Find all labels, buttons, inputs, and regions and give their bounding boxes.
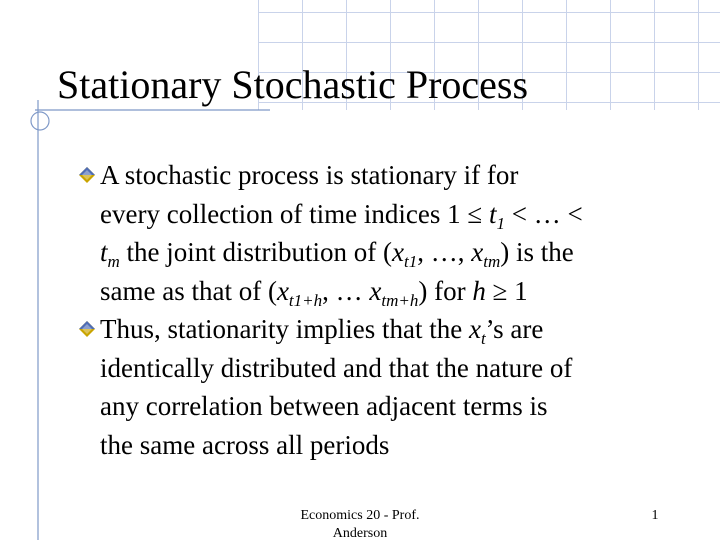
bullet-line: Thus, stationarity implies that the $x_t’s$ are (100, 314, 544, 348)
accent-circle (31, 112, 49, 130)
bullet-line: any correlation between adjacent terms is (100, 391, 548, 421)
bullet-line: every collection of time indices $1 \le t_1$ < … < (100, 198, 583, 233)
diamond-bullet-icon (78, 166, 96, 184)
footer-text: Economics 20 - Prof. Anderson (300, 508, 420, 541)
slide-title: Stationary Stochastic Process (57, 62, 529, 107)
slide-body (78, 156, 688, 464)
diamond-bullet-icon (78, 320, 96, 338)
page-number: 1 (651, 508, 659, 523)
bullet-line: same as that of ($x_{t1+h}$, … $x_{tm+h}$) for h ≥ 1 (100, 275, 528, 310)
bullet-item-2 (78, 310, 688, 464)
bullet-line: the same across all periods (100, 429, 390, 460)
bullet-text-2 (100, 310, 688, 464)
bullet-item-1 (78, 156, 688, 310)
bullet-line: A stochastic process is stationary if for (100, 160, 519, 190)
bullet-line: $t_m$ the joint distribution of ($x_{t1}$, …, $x_{tm}$) is the (100, 237, 574, 271)
bullet-text-1 (100, 156, 688, 310)
bullet-line: identically distributed and that the nature of (100, 352, 573, 383)
